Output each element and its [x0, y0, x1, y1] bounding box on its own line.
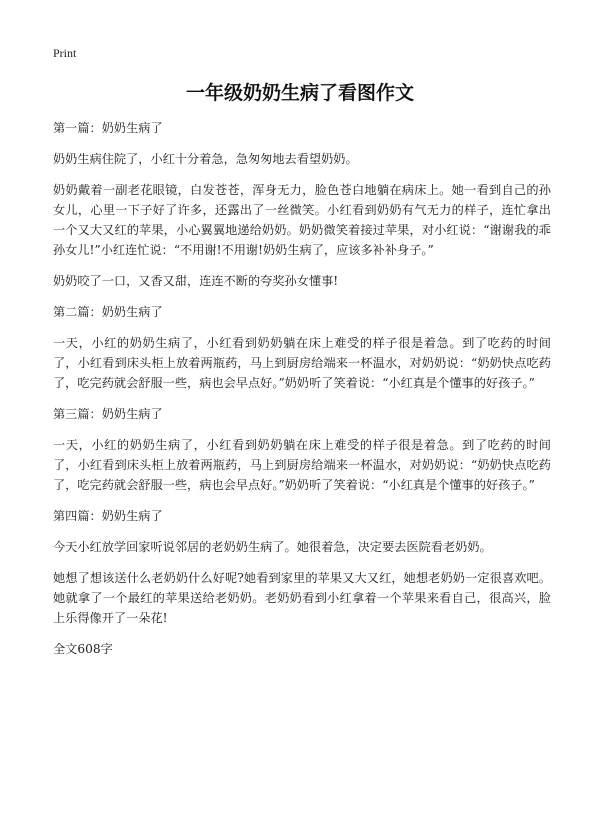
paragraph: 奶奶咬了一口，又香又甜，连连不断的夸奖孙女懂事!	[53, 274, 339, 288]
paragraph: 今天小红放学回家听说邻居的老奶奶生病了。她很着急，决定要去医院看老奶奶。	[53, 540, 492, 554]
paragraph: 她想了想该送什么老奶奶什么好呢?她看到家里的苹果又大又红，她想老奶奶一定很喜欢吧。她就拿了一个最红的苹果送给老奶奶。老奶奶看到小红拿着一个苹果来看自己，很高兴，脸上乐得像开了一朵花!	[53, 571, 551, 625]
section-heading-2: 第二篇：奶奶生病了	[53, 305, 163, 319]
page-title: 一年级奶奶生病了看图作文	[185, 82, 414, 104]
print-link[interactable]: Print	[53, 46, 77, 60]
section-heading-3: 第三篇：奶奶生病了	[53, 407, 163, 421]
paragraph: 奶奶戴着一副老花眼镜，白发苍苍，浑身无力，脸色苍白地躺在病床上。她一看到自己的孙女儿，心里一下子好了许多，还露出了一丝微笑。小红看到奶奶有气无力的样子，连忙拿出一个又大又红的苹果，小心翼翼地递给奶奶。奶奶微笑着接过苹果，对小红说：“谢谢我的乖孙女儿!”小红连忙说：“不用谢!不用谢!奶奶生病了，应该多补补身子。”	[53, 183, 551, 257]
word-count: 全文608字	[53, 642, 113, 656]
paragraph: 一天，小红的奶奶生病了，小红看到奶奶躺在床上难受的样子很是着急。到了吃药的时间了，小红看到床头柜上放着两瓶药，马上到厨房给端来一杯温水，对奶奶说：“奶奶快点吃药了，吃完药就会舒服一些，病也会早点好。”奶奶听了笑着说：“小红真是个懂事的好孩子。”	[53, 438, 551, 492]
section-heading-1: 第一篇：奶奶生病了	[53, 121, 163, 135]
paragraph: 一天，小红的奶奶生病了，小红看到奶奶躺在床上难受的样子很是着急。到了吃药的时间了，小红看到床头柜上放着两瓶药，马上到厨房给端来一杯温水，对奶奶说：“奶奶快点吃药了，吃完药就会舒服一些，病也会早点好。”奶奶听了笑着说：“小红真是个懂事的好孩子。”	[53, 336, 551, 390]
paragraph: 奶奶生病住院了，小红十分着急，急匆匆地去看望奶奶。	[53, 152, 358, 166]
section-heading-4: 第四篇：奶奶生病了	[53, 509, 163, 523]
article-body	[53, 118, 551, 659]
